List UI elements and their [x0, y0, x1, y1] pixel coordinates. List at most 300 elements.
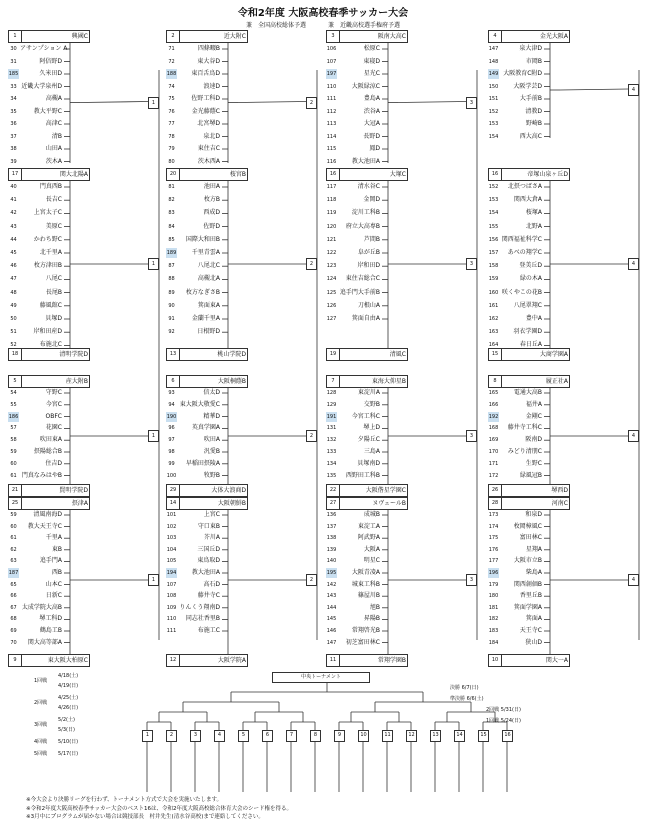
team-entry — [488, 222, 544, 232]
entry-number: 115 — [326, 146, 337, 152]
subtitle-right: 兼 近畿高校選手権府予選 — [327, 22, 400, 29]
team-entry — [8, 388, 64, 398]
entry-team-name: 同志社香里B — [185, 615, 220, 623]
entry-team-name: 和泉D — [525, 511, 542, 518]
entry-team-name: 夕陽丘C — [357, 436, 380, 444]
team-entry — [326, 522, 382, 532]
entry-team-name: 長野D — [363, 132, 380, 140]
team-entry — [488, 261, 544, 271]
entry-team-name: 福井A — [525, 400, 542, 408]
entry-number: 30 — [10, 46, 17, 52]
team-entry — [488, 119, 544, 129]
entry-number: 155 — [488, 223, 499, 230]
entry-team-name: 大阪教育C附D — [503, 70, 542, 77]
entry-number: 31 — [10, 58, 17, 65]
finals-row — [486, 706, 521, 715]
entry-number: 60 — [10, 460, 17, 467]
entry-team-name: 大阪緑涼C — [351, 82, 380, 90]
seed-number: 1 — [9, 31, 22, 42]
entry-team-name: 三島A — [363, 448, 380, 455]
entry-team-name: 高石D — [203, 580, 220, 588]
entry-team-name: 金剛C — [525, 412, 542, 420]
team-entry — [8, 314, 64, 324]
team-entry — [166, 626, 222, 636]
seed-team-name: 金光大阪A — [539, 33, 568, 40]
bracket-slot-box: 2 — [306, 430, 317, 442]
entry-team-name: 吹田A — [203, 436, 220, 444]
seed-bottom — [166, 654, 248, 667]
entry-number: 110 — [166, 616, 177, 623]
entry-team-name: 西B — [51, 569, 62, 576]
entry-number: 33 — [10, 83, 17, 90]
team-entry — [8, 522, 64, 532]
seed-number: 11 — [327, 655, 340, 666]
entry-number: 112 — [326, 108, 337, 115]
entry-number: 179 — [488, 581, 499, 588]
team-entry — [8, 510, 64, 520]
entry-number: 158 — [488, 263, 499, 270]
entry-team-name: 豊中A — [525, 315, 542, 322]
entry-team-name: 千里青雲A — [191, 249, 220, 256]
bracket-slot-box: 3 — [466, 574, 477, 586]
entry-team-name: 明星C — [363, 557, 380, 565]
entry-number: 99 — [168, 460, 175, 467]
entry-team-name: 大阪市立B — [513, 557, 542, 565]
team-entry — [166, 591, 222, 601]
entry-team-name: 鶴島工B — [39, 627, 62, 634]
entry-number: 132 — [326, 437, 337, 444]
entry-number: 51 — [10, 329, 17, 336]
entry-number: 138 — [326, 535, 337, 542]
entry-team-name: 交野B — [363, 400, 380, 408]
entry-team-name: 東大阪大敬愛C — [179, 400, 220, 408]
entry-team-name: 北宮堺D — [197, 120, 220, 127]
entry-team-name: 北千里A — [39, 249, 62, 256]
seed-number: 22 — [327, 485, 340, 496]
team-entry — [8, 94, 64, 104]
entry-team-name: 花園C — [45, 424, 62, 432]
team-entry — [488, 603, 544, 613]
seed-mid — [488, 168, 570, 181]
entry-number: 123 — [326, 263, 337, 270]
team-entry — [326, 614, 382, 624]
entry-team-name: 枚方なぎさB — [185, 288, 220, 296]
entry-number: 93 — [168, 390, 175, 396]
entry-number: 71 — [168, 46, 175, 52]
entry-team-name: 教大天王寺C — [27, 522, 62, 530]
entry-team-name: 西成D — [203, 209, 220, 217]
entry-number: 148 — [488, 58, 499, 65]
team-entry — [166, 423, 222, 433]
entry-number: 34 — [10, 96, 17, 102]
entry-team-name: 山本C — [45, 580, 62, 588]
team-entry — [488, 435, 544, 445]
team-entry — [326, 261, 382, 271]
notes — [26, 796, 292, 822]
seed-mid-bottom — [8, 348, 90, 361]
seed-mid-bottom — [166, 348, 248, 361]
team-entry — [326, 57, 382, 67]
central-slot: 13 — [430, 730, 441, 742]
team-entry — [8, 82, 64, 92]
seed-mid — [8, 168, 90, 181]
team-entry — [166, 400, 222, 410]
entry-number: 174 — [488, 523, 499, 530]
seed-team-name: ヌヴェールB — [372, 500, 406, 507]
entry-team-name: 西大高C — [519, 132, 542, 140]
entry-team-name: 浪速D — [203, 82, 220, 90]
team-entry — [326, 435, 382, 445]
entry-number: 75 — [168, 96, 175, 102]
entry-number: 87 — [168, 263, 175, 270]
entry-number: 69 — [10, 628, 17, 634]
team-entry — [166, 580, 222, 590]
team-entry — [326, 603, 382, 613]
seed-number: 7 — [327, 376, 340, 387]
seed-number: 19 — [327, 349, 340, 360]
team-entry — [488, 388, 544, 398]
team-entry — [326, 626, 382, 636]
team-entry — [488, 510, 544, 520]
entry-number: 89 — [168, 289, 175, 296]
team-entry — [8, 435, 64, 445]
seed-team-name: 関大北陽A — [59, 171, 88, 178]
entry-number: 163 — [488, 329, 499, 336]
entry-team-name: 大手前B — [519, 95, 542, 102]
entry-team-name: 池田A — [203, 183, 220, 190]
entry-team-name: 清風南海D — [33, 511, 62, 518]
entry-team-name: 藤井寺C — [197, 592, 220, 600]
entry-team-name: 大阪A — [363, 545, 380, 553]
entry-number: 102 — [166, 523, 177, 530]
seed-number: 27 — [327, 498, 340, 509]
entry-team-name: 上宮C — [203, 511, 220, 518]
team-entry — [326, 510, 382, 520]
schedule-date: 5/10(日) — [58, 739, 79, 745]
team-entry — [8, 119, 64, 129]
entry-team-name: 汎愛B — [203, 448, 220, 455]
entry-team-name: 登美丘D — [519, 262, 542, 270]
seed-mid-bottom — [326, 348, 408, 361]
entry-number: 44 — [10, 236, 17, 243]
seed-third — [488, 375, 570, 388]
team-entry — [8, 603, 64, 613]
team-entry — [8, 638, 64, 648]
entry-number: 154 — [488, 133, 499, 140]
team-entry — [488, 94, 544, 104]
entry-team-name: 東住吉総合C — [345, 275, 380, 283]
finals-date: 5/31(日) — [499, 707, 521, 713]
entry-number: 92 — [168, 329, 175, 336]
finals-row — [486, 717, 521, 726]
note-3: ※3月中にプログラムが届かない場合は競技部長 村井先生(清水谷高校)まで連絡してください。 — [26, 814, 264, 820]
team-entry — [8, 400, 64, 410]
entry-team-name: 府立大高専B — [345, 222, 380, 230]
team-entry — [488, 314, 544, 324]
entry-number: 159 — [488, 276, 499, 283]
entry-number: 58 — [10, 437, 17, 444]
entry-team-name: 芦間B — [363, 235, 380, 243]
entry-number: 121 — [326, 236, 337, 243]
entry-number: 161 — [488, 302, 499, 309]
entry-number: 188 — [166, 71, 177, 77]
central-slot: 11 — [382, 730, 393, 742]
entry-number: 196 — [488, 570, 499, 576]
team-entry — [326, 388, 382, 398]
bracket-slot-box: 4 — [628, 258, 639, 270]
entry-number: 88 — [168, 276, 175, 283]
entry-number: 135 — [326, 472, 337, 479]
entry-team-name: 生野C — [525, 459, 542, 467]
entry-number: 127 — [326, 316, 337, 322]
team-entry — [166, 522, 222, 532]
entry-number: 45 — [10, 250, 17, 256]
entry-number: 77 — [168, 121, 175, 127]
entry-number: 61 — [10, 535, 17, 542]
team-entry — [488, 580, 544, 590]
entry-team-name: 大阪学芸D — [513, 82, 542, 90]
entry-number: 108 — [166, 593, 177, 600]
seed-number: 8 — [489, 376, 502, 387]
bracket-slot-box: 3 — [466, 97, 477, 109]
team-entry — [8, 182, 64, 192]
team-entry — [8, 208, 64, 218]
page-title: 令和2年度 大阪高校春季サッカー大会 — [237, 8, 409, 19]
seed-team-name: 摂津A — [71, 500, 88, 507]
entry-team-name: 千里A — [45, 534, 62, 542]
entry-number: 151 — [488, 96, 499, 102]
entry-team-name: 咲くやこの花B — [501, 288, 542, 296]
entry-number: 62 — [10, 546, 17, 553]
team-entry — [326, 556, 382, 566]
team-entry — [326, 459, 382, 469]
team-entry — [166, 69, 222, 79]
entry-team-name: 上宮太子C — [33, 209, 62, 217]
team-entry — [166, 144, 222, 154]
entry-team-name: 美原C — [45, 222, 62, 230]
central-slot: 10 — [358, 730, 369, 742]
seed-team-name: 桜宮B — [229, 171, 246, 178]
team-entry — [8, 423, 64, 433]
entry-number: 111 — [166, 628, 177, 634]
entry-number: 183 — [488, 628, 499, 634]
team-entry — [488, 400, 544, 410]
entry-number: 52 — [10, 342, 17, 349]
team-entry — [166, 435, 222, 445]
entry-number: 129 — [326, 401, 337, 408]
entry-team-name: 枚岡樟風C — [513, 522, 542, 530]
entry-number: 54 — [10, 390, 17, 396]
finals-row — [450, 684, 479, 693]
entry-team-name: 布施北C — [39, 341, 62, 349]
entry-team-name: あべの翔学C — [507, 249, 542, 256]
entry-number: 91 — [168, 316, 175, 322]
entry-number: 49 — [10, 302, 17, 309]
entry-number: 131 — [326, 425, 337, 432]
seed-team-name: 大塚C — [389, 171, 406, 178]
team-entry — [488, 288, 544, 298]
team-entry — [166, 94, 222, 104]
schedule-date: 5/3(日) — [58, 727, 75, 733]
entry-number: 165 — [488, 390, 499, 396]
entry-number: 60 — [10, 523, 17, 530]
entry-team-name: 今宮C — [45, 400, 62, 408]
entry-number: 134 — [326, 460, 337, 467]
seed-team-name: 大阪朝鮮B — [217, 500, 246, 507]
team-entry — [488, 638, 544, 648]
entry-team-name: 岸和田D — [357, 262, 380, 270]
team-entry — [326, 314, 382, 324]
team-entry — [488, 533, 544, 543]
entry-number: 122 — [326, 250, 337, 256]
entry-team-name: 金光藤蔭C — [191, 107, 220, 115]
team-entry — [488, 568, 544, 578]
bracket-line — [560, 89, 628, 90]
team-entry — [326, 144, 382, 154]
entry-number: 42 — [10, 210, 17, 217]
entry-number: 109 — [166, 604, 177, 611]
team-entry — [488, 132, 544, 142]
entry-team-name: 山田A — [45, 145, 62, 152]
finals-date: 6/7(日) — [460, 685, 479, 691]
team-entry — [8, 144, 64, 154]
entry-number: 181 — [488, 604, 499, 611]
entry-number: 140 — [326, 558, 337, 565]
team-entry — [326, 235, 382, 245]
entry-team-name: 電通大高B — [513, 389, 542, 396]
entry-team-name: 北野A — [525, 222, 542, 230]
entry-number: 39 — [10, 158, 17, 165]
entry-team-name: 東住吉C — [197, 145, 220, 152]
schedule-date: 4/25(土) — [58, 695, 79, 701]
finals-row — [450, 695, 484, 704]
team-entry — [8, 301, 64, 311]
seed-team-name: 大阪学院A — [217, 657, 246, 664]
entry-number: 48 — [10, 289, 17, 296]
entry-team-name: 関西福祉科学C — [501, 235, 542, 243]
team-entry — [326, 638, 382, 648]
team-entry — [488, 195, 544, 205]
seed-team-name: 清風C — [389, 351, 406, 358]
entry-number: 104 — [166, 546, 177, 553]
entry-number: 156 — [488, 236, 499, 243]
entry-number: 90 — [168, 302, 175, 309]
finals-label: 1回戦 — [486, 718, 500, 724]
team-entry — [326, 107, 382, 117]
seed-fourth — [326, 497, 408, 510]
entry-team-name: 長尾B — [45, 288, 62, 296]
entry-team-name: 太成学院大高B — [21, 603, 62, 611]
seed-third-bottom — [488, 484, 570, 497]
schedule-round-label: 2回戦 — [34, 700, 48, 706]
entry-team-name: 門真なみはやB — [21, 471, 62, 479]
entry-team-name: 緑の木A — [519, 275, 542, 283]
entry-number: 172 — [488, 472, 499, 479]
team-entry — [8, 44, 68, 54]
team-entry — [8, 412, 64, 422]
team-entry — [8, 580, 64, 590]
entry-number: 137 — [326, 523, 337, 530]
entry-team-name: 篠屋川B — [357, 592, 380, 600]
bracket-slot-box: 4 — [628, 84, 639, 96]
entry-number: 150 — [488, 83, 499, 90]
entry-team-name: 東淀川A — [357, 389, 380, 396]
seed-number: 26 — [489, 485, 502, 496]
bracket-slot-box: 1 — [148, 258, 159, 270]
entry-team-name: 箕面学園A — [513, 603, 542, 611]
seed-number: 16 — [327, 169, 340, 180]
entry-team-name: 緑風冠B — [519, 471, 542, 479]
team-entry — [166, 288, 222, 298]
central-slot: 14 — [454, 730, 465, 742]
entry-number: 76 — [168, 108, 175, 115]
entry-number: 136 — [326, 512, 337, 518]
team-entry — [326, 119, 382, 129]
central-slot: 9 — [334, 730, 345, 742]
entry-number: 38 — [10, 146, 17, 152]
seed-third-bottom — [326, 484, 408, 497]
seed-mid — [166, 168, 248, 181]
entry-team-name: 八尾C — [45, 275, 62, 283]
team-entry — [8, 447, 64, 457]
team-entry — [326, 222, 382, 232]
seed-number: 18 — [9, 349, 22, 360]
team-entry — [166, 235, 222, 245]
seed-team-name: 賢明学院D — [59, 487, 88, 494]
team-entry — [8, 568, 64, 578]
seed-number: 15 — [489, 349, 502, 360]
schedule-date: 4/26(日) — [58, 705, 79, 711]
seed-number: 14 — [167, 498, 180, 509]
bracket-slot-box: 4 — [628, 574, 639, 586]
seed-number: 20 — [167, 169, 180, 180]
entry-number: 40 — [10, 184, 17, 190]
team-entry — [166, 301, 222, 311]
team-entry — [488, 182, 544, 192]
seed-team-name: 履正社A — [545, 378, 568, 385]
seed-bottom — [326, 654, 408, 667]
team-entry — [166, 510, 222, 520]
entry-number: 190 — [166, 413, 177, 420]
team-entry — [488, 614, 544, 624]
entry-team-name: 日根野D — [197, 328, 220, 336]
team-entry — [488, 274, 544, 284]
entry-team-name: 金岡D — [363, 196, 380, 204]
entry-number: 118 — [326, 197, 337, 204]
entry-number: 113 — [326, 121, 337, 127]
entry-team-name: 岸和田産D — [33, 328, 62, 336]
entry-team-name: りんくう翔南D — [179, 603, 220, 611]
entry-team-name: 高槻A — [45, 95, 62, 102]
entry-number: 37 — [10, 133, 17, 140]
seed-number: 10 — [489, 655, 502, 666]
entry-team-name: 信太D — [203, 389, 220, 396]
seed-top — [326, 30, 408, 43]
entry-number: 166 — [488, 401, 499, 408]
team-entry — [166, 208, 222, 218]
entry-team-name: 阪南D — [525, 436, 542, 444]
bracket-slot-box: 1 — [148, 574, 159, 586]
seed-team-name: 関大一A — [545, 657, 568, 664]
entry-number: 182 — [488, 616, 499, 623]
entry-team-name: 箕面東A — [197, 301, 220, 309]
entry-team-name: 初芝富田林C — [345, 638, 380, 646]
entry-number: 79 — [168, 146, 175, 152]
team-entry — [166, 327, 222, 337]
entry-number: 160 — [488, 289, 499, 296]
entry-team-name: 東大谷D — [197, 57, 220, 65]
entry-number: 194 — [166, 570, 177, 576]
